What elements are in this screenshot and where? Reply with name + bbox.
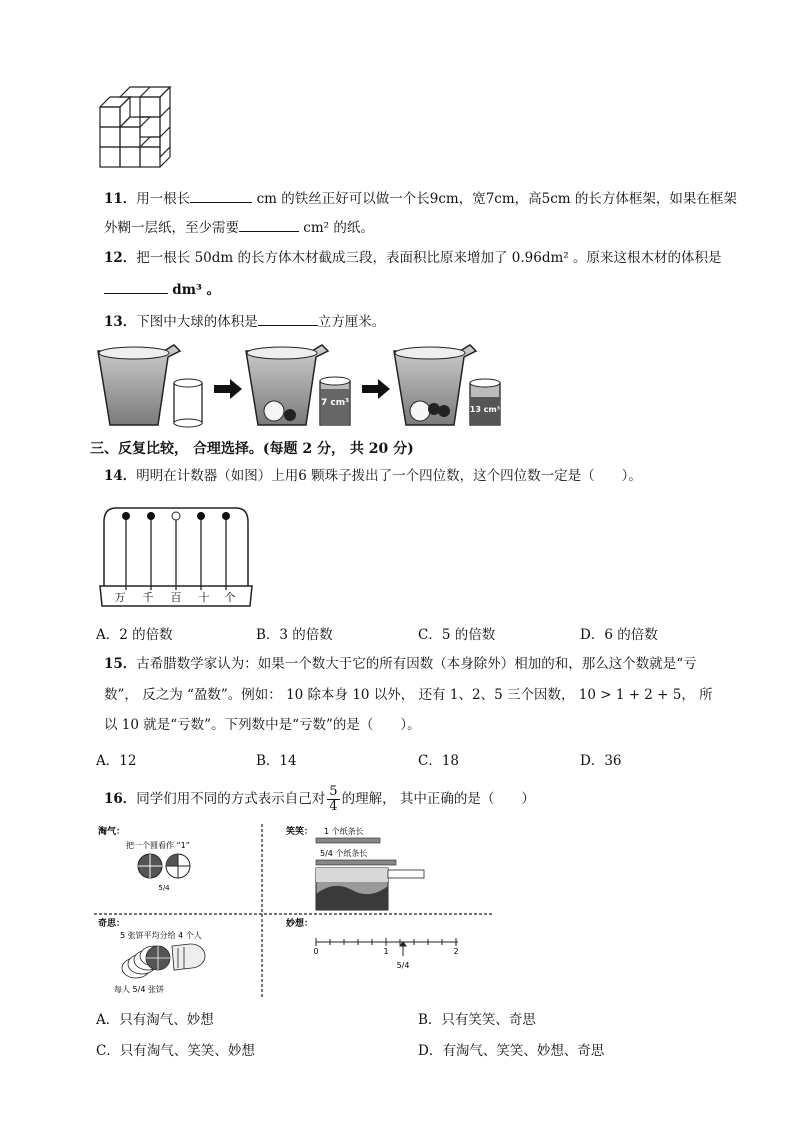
question-11-line-1: 11．用一根长 cm 的铁丝正好可以做一个长9cm，宽7cm，高5cm 的长方体框架，如果在框架	[104, 188, 737, 209]
large-beaker-2	[246, 345, 328, 425]
question-12-line-2: dm³ 。	[104, 279, 220, 300]
question-13-line: 13．下图中大球的体积是 立方厘米。	[104, 311, 385, 332]
answer-blank[interactable]	[190, 188, 252, 203]
large-beaker-3	[394, 345, 476, 425]
circle-diagram	[138, 854, 190, 878]
abacus-label-shi: 十	[198, 591, 210, 604]
panel-taoqi-fraction: 5/4	[158, 884, 170, 892]
cube-stack-figure	[96, 86, 186, 172]
panel-miaoxiang-label: 妙想：	[286, 919, 314, 929]
q16-four-panel-figure	[94, 822, 494, 1000]
q16-option-d[interactable]: D．有淘气、笑笑、妙想、奇思	[418, 1043, 605, 1059]
panel-xiaoxiao-note-1: 1 个纸条长	[324, 827, 364, 836]
numberline-label-0: 0	[313, 947, 319, 956]
arrow-2	[362, 379, 390, 399]
q16-option-a[interactable]: A．只有淘气、妙想	[96, 1012, 214, 1028]
q15-option-c[interactable]: C．18	[418, 753, 460, 769]
abacus-label-qian: 千	[142, 591, 154, 604]
answer-blank[interactable]	[239, 217, 299, 232]
numberline-label-1: 1	[383, 947, 389, 956]
q14-option-a[interactable]: A．2 的倍数	[96, 627, 173, 643]
q14-option-b[interactable]: B．3 的倍数	[256, 627, 333, 643]
answer-blank[interactable]	[104, 279, 168, 294]
cup-2-label: 13 cm³	[469, 405, 501, 414]
question-number: 14．	[104, 468, 137, 484]
question-11-line-2: 外糊一层纸，至少需要 cm² 的纸。	[104, 217, 374, 238]
question-number: 11．	[104, 191, 137, 207]
question-number: 16．	[104, 791, 137, 807]
question-15-line-1: 15．古希腊数学家认为：如果一个数大于它的所有因数（本身除外）相加的和，那么这个数就是“亏	[104, 656, 697, 672]
q15-option-b[interactable]: B．14	[256, 753, 297, 769]
q16-option-b[interactable]: B．只有笑笑、奇思	[418, 1012, 536, 1028]
abacus-label-bai: 百	[170, 591, 182, 604]
small-cup-2	[320, 377, 350, 425]
q14-option-d[interactable]: D．6 的倍数	[580, 627, 658, 643]
numberline-label-2: 2	[453, 947, 459, 956]
large-beaker-1	[98, 345, 180, 425]
panel-qisi-label: 奇思：	[98, 919, 126, 929]
question-12-line-1: 12．把一根长 50dm 的长方体木材截成三段，表面积比原来增加了 0.96dm² 。原来这根木材的体积是	[104, 250, 722, 266]
panel-qisi-note: 5 张饼平均分给 4 个人	[120, 931, 202, 940]
answer-blank[interactable]	[258, 311, 318, 326]
question-15-line-2: 数”， 反之为 “盈数”。例如： 10 除本身 10 以外， 还有 1、2、5 三个因数， 10 > 1 + 2 + 5， 所	[104, 687, 713, 703]
fraction-five-fourths: $\frac{5}{4}$	[329, 784, 338, 814]
abacus-label-ge: 个	[224, 591, 236, 604]
cup-1-label: 7 cm³	[320, 398, 350, 408]
abacus-label-wan: 万	[114, 591, 126, 604]
panel-xiaoxiao-note-2: 5/4 个纸条长	[320, 849, 368, 858]
q15-option-a[interactable]: A．12	[96, 753, 137, 769]
landscape-photo	[316, 868, 424, 910]
q16-option-c[interactable]: C．只有淘气、笑笑、妙想	[96, 1043, 255, 1059]
beaker-illustration	[94, 341, 504, 431]
q14-option-c[interactable]: C．5 的倍数	[418, 627, 496, 643]
small-cup-1	[174, 379, 202, 427]
question-15-line-3: 以 10 就是“亏数”。下列数中是“亏数”的是（ ）。	[104, 717, 421, 733]
small-cup-3	[470, 379, 501, 425]
q15-option-d[interactable]: D．36	[580, 753, 622, 769]
panel-xiaoxiao-label: 笑笑：	[286, 827, 314, 837]
question-number: 13．	[104, 314, 137, 330]
pancake-stack	[122, 944, 205, 978]
panel-taoqi-label: 淘气：	[98, 827, 126, 837]
question-16-line: 16．同学们用不同的方式表示自己对 $\frac{5}{4}$ 的理解， 其中正确的是（ ）	[104, 784, 535, 814]
arrow-1	[214, 379, 242, 399]
panel-qisi-note-2: 每人 5/4 张饼	[114, 985, 164, 994]
section-3-heading: 三、反复比较， 合理选择。(每题 2 分， 共 20 分)	[90, 441, 414, 457]
question-number: 12．	[104, 250, 137, 266]
numberline-mark-label: 5/4	[396, 961, 410, 970]
question-number: 15．	[104, 656, 137, 672]
panel-taoqi-note: 把一个圆看作 “1”	[126, 841, 190, 850]
question-14-line: 14．明明在计数器（如图）上用6 颗珠子拨出了一个四位数，这个四位数一定是（ ）。	[104, 468, 642, 484]
abacus-counter	[96, 498, 256, 610]
